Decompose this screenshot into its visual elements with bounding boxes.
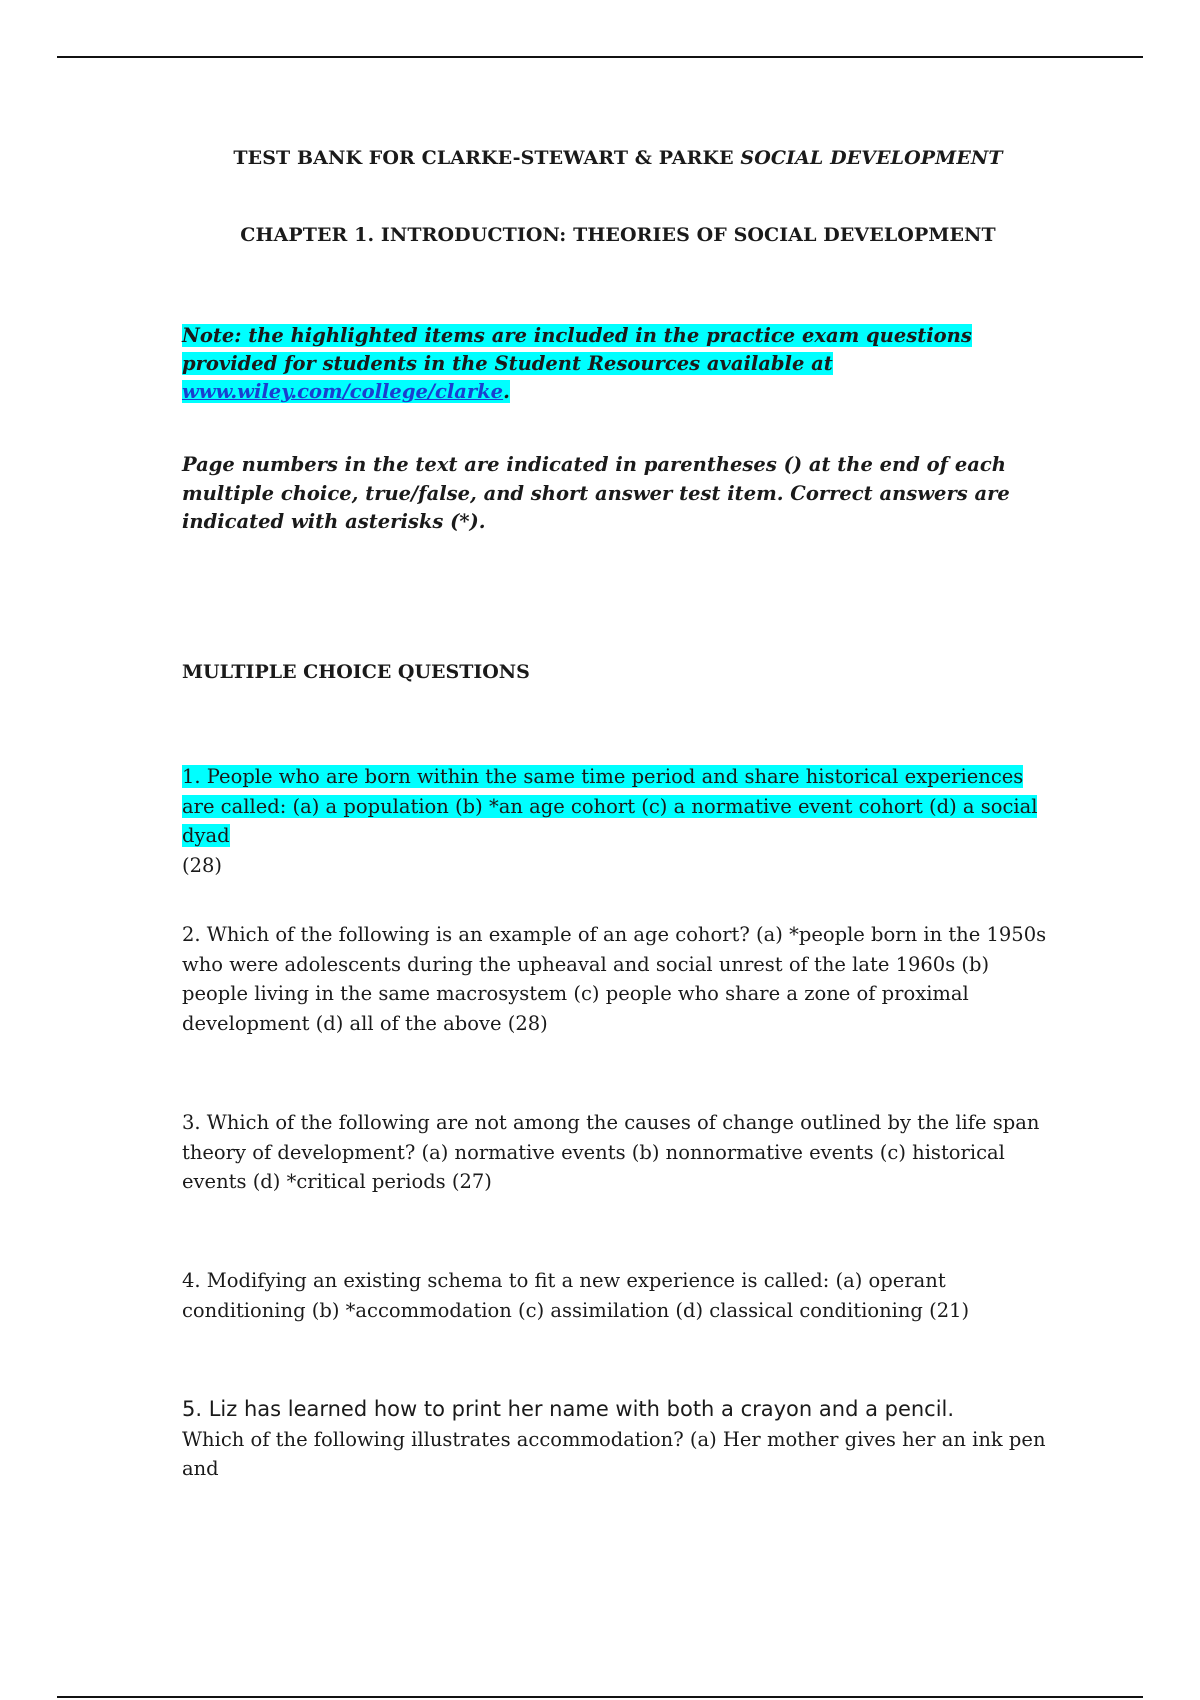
wiley-link[interactable]: www.wiley.com/college/clarke: [182, 380, 504, 403]
section-heading: MULTIPLE CHOICE QUESTIONS: [182, 661, 530, 683]
question-1-highlight: 1. People who are born within the same time period and share historical experiences are called: (a) a population (b) *an age cohort (c) a normative event cohort (d) a social dyad: [182, 765, 1038, 847]
question-2: 2. Which of the following is an example of an age cohort? (a) *people born in the 1950s who were adolescents during the upheaval and social unrest of the late 1960s (b) people living in the same macrosystem (c) people who share a zone of proximal development (d) all of the above (28): [182, 923, 1047, 1035]
chapter-heading: CHAPTER 1. INTRODUCTION: THEORIES OF SOCIAL DEVELOPMENT: [240, 224, 996, 246]
question-3: 3. Which of the following are not among the causes of change outlined by the life span theory of development? (a) normative events (b) nonnormative events (c) historical events (d) *critical periods (27): [182, 1111, 1040, 1193]
note-text: Note: the highlighted items are included in the practice exam questions provided for students in the Student Resources available at: [182, 324, 972, 375]
question-5-rest: Which of the following illustrates accommodation? (a) Her mother gives her an ink pen and: [182, 1427, 1046, 1480]
note-highlight: [182, 324, 972, 403]
question-1-page: (28): [182, 853, 223, 877]
question-5: [182, 1395, 1052, 1484]
test-bank-title: [0, 147, 1200, 169]
page-numbers-note: Page numbers in the text are indicated in parentheses () at the end of each multiple choice, true/false, and short answer test item. Correct answers are indicated with asterisks (*).: [182, 453, 1010, 533]
title-plain: TEST BANK FOR CLARKE-STEWART & PARKE: [233, 147, 741, 169]
question-4: 4. Modifying an existing schema to fit a new experience is called: (a) operant conditioning (b) *accommodation (c) assimilation (d) classical conditioning (21): [182, 1269, 970, 1322]
top-rule: [57, 56, 1143, 58]
title-italic: SOCIAL DEVELOPMENT: [740, 147, 1003, 169]
bottom-rule: [57, 1696, 1143, 1698]
note-end: .: [503, 380, 510, 403]
highlight-note: [182, 322, 1052, 406]
question-1: [182, 762, 1052, 880]
question-5-start: 5. Liz has learned how to print her name with both a crayon and a pencil.: [182, 1397, 955, 1421]
